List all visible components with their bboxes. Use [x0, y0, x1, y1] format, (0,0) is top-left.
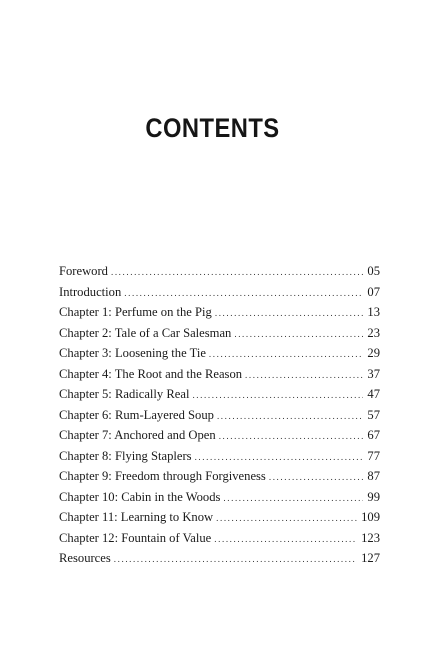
toc-entry-page: 29 [367, 346, 380, 360]
toc-entry-page: 23 [367, 325, 380, 340]
toc-entry [59, 469, 380, 490]
toc-entry [59, 449, 380, 470]
toc-entry-page: 37 [367, 366, 380, 381]
toc-dot-leader [214, 534, 357, 544]
toc-dot-leader [234, 329, 363, 339]
toc-dot-leader [245, 370, 363, 380]
toc-entry-label: Foreword [59, 264, 108, 278]
toc-dot-leader [217, 411, 363, 421]
toc-entry-label: Chapter 5: Radically Real [59, 387, 190, 401]
toc-entry-page: 99 [367, 489, 380, 504]
toc-entry [59, 428, 380, 449]
toc-entry-page: 05 [367, 264, 380, 278]
toc-entry [59, 285, 380, 306]
toc-entry [59, 551, 380, 572]
toc-entry-label: Chapter 4: The Root and the Reason [59, 366, 243, 381]
toc-dot-leader [192, 390, 363, 400]
toc-entry [59, 326, 380, 347]
toc-entry [59, 490, 380, 511]
toc-entry-label: Chapter 9: Freedom through Forgiveness [59, 469, 266, 483]
toc-entry-label: Chapter 3: Loosening the Tie [59, 346, 206, 360]
toc-entry [59, 408, 380, 429]
toc-entry-label: Chapter 1: Perfume on the Pig [59, 305, 212, 319]
toc-entry-page: 47 [367, 387, 380, 401]
toc-entry-label: Resources [59, 551, 111, 565]
toc-entry [59, 305, 380, 326]
toc-entry-page: 127 [361, 551, 380, 565]
toc-entry-page: 07 [367, 284, 380, 299]
toc-dot-leader [114, 554, 357, 564]
toc-entry-label: Chapter 2: Tale of a Car Salesman [59, 325, 232, 340]
toc-dot-leader [219, 431, 364, 441]
page-title: CONTENTS [145, 113, 280, 143]
toc-entry [59, 387, 380, 408]
toc-entry-page: 123 [361, 530, 380, 545]
toc-entry-label: Chapter 7: Anchored and Open [59, 428, 216, 442]
toc-entry [59, 367, 380, 388]
toc-entry [59, 264, 380, 285]
toc-entry-label: Introduction [59, 284, 122, 299]
toc-entry-label: Chapter 8: Flying Staplers [59, 448, 192, 463]
toc-entry-page: 87 [367, 469, 380, 483]
toc-dot-leader [111, 267, 363, 277]
toc-entry-label: Chapter 10: Cabin in the Woods [59, 489, 221, 504]
toc-dot-leader [269, 472, 364, 482]
toc-entry-label: Chapter 12: Fountain of Value [59, 530, 212, 545]
toc-dot-leader [124, 288, 363, 298]
toc-dot-leader [209, 349, 363, 359]
toc-entry [59, 346, 380, 367]
toc-entry [59, 531, 380, 552]
toc-entry [59, 510, 380, 531]
toc-dot-leader [223, 493, 363, 503]
toc-entry-label: Chapter 6: Rum-Layered Soup [59, 407, 214, 422]
toc-dot-leader [215, 308, 364, 318]
toc-entry-page: 13 [367, 305, 380, 319]
toc-entry-page: 77 [367, 448, 380, 463]
toc-entry-label: Chapter 11: Learning to Know [59, 510, 214, 524]
toc-dot-leader [195, 452, 364, 462]
toc-entry-page: 57 [367, 407, 380, 422]
table-of-contents [59, 264, 380, 572]
toc-entry-page: 67 [367, 428, 380, 442]
toc-entry-page: 109 [361, 510, 380, 524]
toc-dot-leader [216, 513, 357, 523]
